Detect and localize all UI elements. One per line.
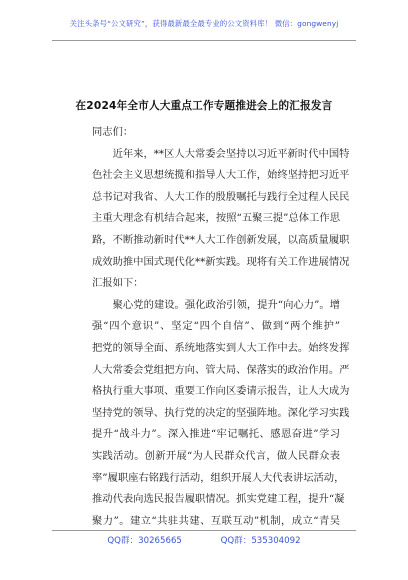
body-line: 把党的领导全面、系统地落实到人大工作中去。始终发挥 <box>92 341 350 354</box>
body-line: 路，不断推动新时代**人大工作创新发展，以高质量履职 <box>92 233 350 246</box>
body-line: 提升“战斗力”。深入推进“牢记嘱托、感恩奋进”学习 <box>92 428 340 441</box>
document-body <box>92 122 350 532</box>
footer-qq-group-2: QQ群：535304092 <box>220 536 301 546</box>
body-line: 聚心党的建设。强化政治引领，提升“向心力”。增 <box>112 298 340 311</box>
salutation-line: 同志们： <box>92 126 134 138</box>
header-divider <box>52 40 356 41</box>
body-line: 主重大理念有机结合起来，按照“五聚三提”总体工作思 <box>92 212 340 225</box>
footer <box>0 534 408 546</box>
body-line: 成效助推中国式现代化**新实践。现将有关工作进展情况 <box>92 255 350 268</box>
body-line: 强“四个意识”、坚定“四个自信”、做到“两个维护” <box>92 320 340 333</box>
body-line: 聚力”。建立“共驻共建、互联互动”机制，成立“青吴 <box>92 514 340 527</box>
body-line: 色社会主义思想统揽和指导人大工作，始终坚持把习近平 <box>92 169 350 182</box>
body-line: 汇报如下： <box>92 277 144 290</box>
body-line: 总书记对我省、人大工作的殷殷嘱托与践行全过程人民民 <box>92 190 350 203</box>
document-title: 在2024年全市人大重点工作专题推进会上的汇报发言 <box>75 100 333 112</box>
body-line: 坚持党的领导、执行党的决定的坚强阵地。深化学习实践 <box>92 406 350 419</box>
body-line: 率”履职座右铭践行活动，组织开展人大代表讲坛活动， <box>92 471 345 484</box>
body-line: 推动代表向选民报告履职情况。抓实党建工程，提升“凝 <box>92 493 345 506</box>
body-line: 格执行重大事项、重要工作向区委请示报告，让人大成为 <box>92 385 350 398</box>
footer-qq-group-1: QQ群：30265665 <box>107 536 182 546</box>
body-line: 人大常委会党组把方向、管大局、保落实的政治作用。严 <box>92 363 350 376</box>
body-line: 近年来，**区人大常委会坚持以习近平新时代中国特 <box>112 147 350 160</box>
footer-divider <box>52 530 356 531</box>
header-notice: 关注头条号“公文研究”，获得最新最全最专业的公文资料库！ 微信：gongwenyj <box>69 19 339 28</box>
body-line: 实践活动。创新开展“为人民群众代言，做人民群众表 <box>92 449 340 462</box>
